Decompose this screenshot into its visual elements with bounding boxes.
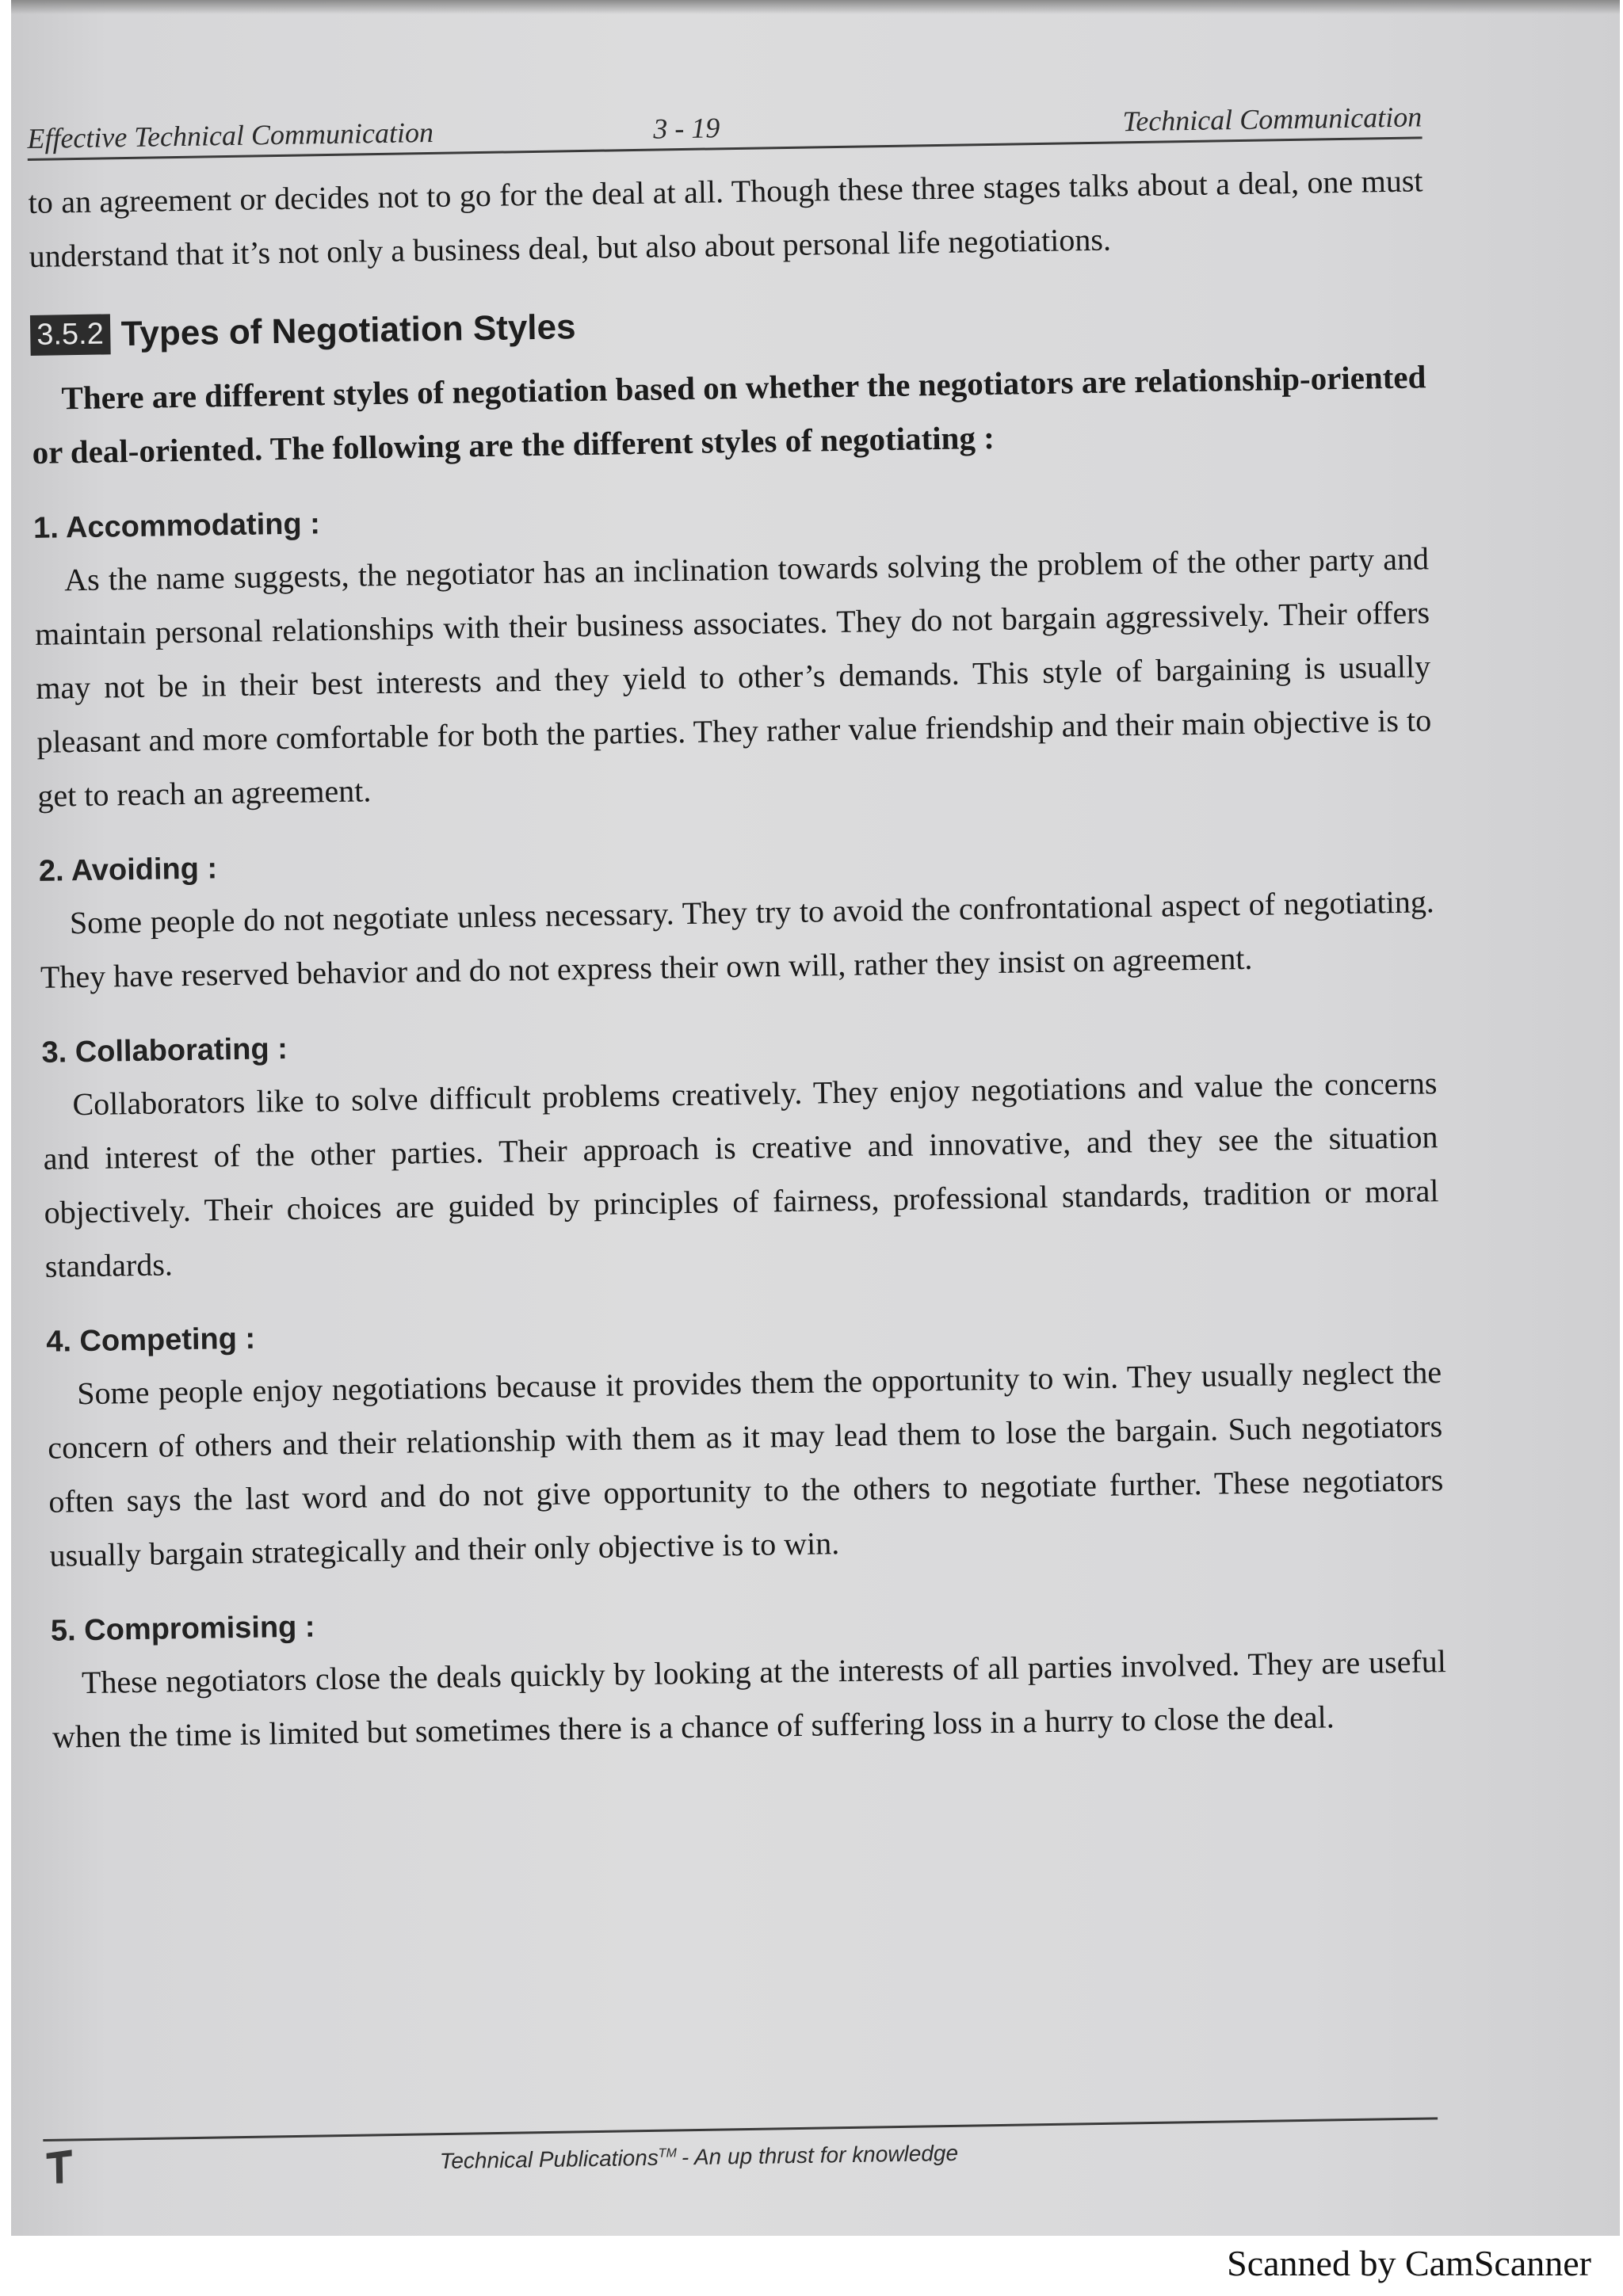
footer-tagline <box>440 2141 959 2174</box>
section-lead-paragraph: There are different styles of negotiation based on whether the negotiators are relationship-oriented or deal-oriented. The following are the different styles of negotiating : <box>32 358 1426 471</box>
intro-paragraph: to an agreement or decides not to go for the deal at all. Though these three stages talks about a deal, one must understand that it’s not only a business deal, but also about personal life negotiations. <box>28 162 1423 274</box>
style-competing <box>46 1303 1445 1583</box>
header-page-number: 3 - 19 <box>652 112 720 145</box>
style-description: Some people do not negotiate unless necessary. They try to avoid the confrontational aspect of negotiating. They have reserved behavior and do not express their own will, rather they insist on agreement. <box>40 883 1435 995</box>
page-footer <box>43 2101 1438 2195</box>
style-title: 2. Avoiding : <box>38 852 218 888</box>
trademark-mark: TM <box>658 2146 677 2161</box>
style-title: 3. Collaborating : <box>41 1032 288 1070</box>
style-avoiding <box>39 833 1436 1005</box>
style-accommodating <box>33 490 1433 823</box>
style-title: 5. Compromising : <box>50 1610 315 1648</box>
style-description: These negotiators close the deals quickly by looking at the interests of all parties involved. They are useful when the time is limited but sometimes there is a chance of suffering loss in a hurry to close the deal. <box>52 1643 1447 1755</box>
section-heading <box>30 293 1426 356</box>
scanner-watermark: Scanned by CamScanner <box>1227 2243 1591 2283</box>
running-header <box>27 97 1423 166</box>
header-book-title: Effective Technical Communication <box>27 116 434 154</box>
section-title: Types of Negotiation Styles <box>120 307 576 353</box>
page-content <box>27 97 1447 1764</box>
style-description: As the name suggests, the negotiator has an inclination towards solving the problem of the other party and maintain personal relationships with their business associates. They do not bargain aggressively. Their offers may not be in their best interests and they yield to other’s demands. This style of bargaining is usually pleasant and more comfortable for both the parties. They rather value friendship and their main objective is to get to reach an agreement. <box>34 540 1432 814</box>
style-compromising <box>51 1592 1448 1764</box>
footer-publisher: Technical Publications <box>439 2145 659 2174</box>
style-title: 4. Competing : <box>45 1322 256 1359</box>
header-chapter-title: Technical Communication <box>1122 101 1423 138</box>
publisher-logo-icon <box>43 2146 75 2187</box>
style-title: 1. Accommodating : <box>32 507 321 545</box>
style-collaborating <box>41 1014 1440 1294</box>
style-description: Some people enjoy negotiations because it provides them the opportunity to win. They usually neglect the concern of others and their relationship with them as it may lead them to lose the bargain. Such negotiators often says the last word and do not give opportunity to the others to negotiate further. These negotiators usually bargain strategically and their only objective is to win. <box>47 1354 1444 1573</box>
book-page <box>11 0 1620 2236</box>
footer-rule <box>43 2117 1438 2142</box>
footer-slogan: - An up thrust for knowledge <box>681 2140 959 2170</box>
section-number: 3.5.2 <box>30 314 110 356</box>
style-description: Collaborators like to solve difficult problems creatively. They enjoy negotiations and value the concerns and interest of the other parties. Their approach is creative and innovative, and they see the situation objectively. Their choices are guided by principles of fairness, professional standards, tradition or moral standards. <box>43 1065 1439 1284</box>
